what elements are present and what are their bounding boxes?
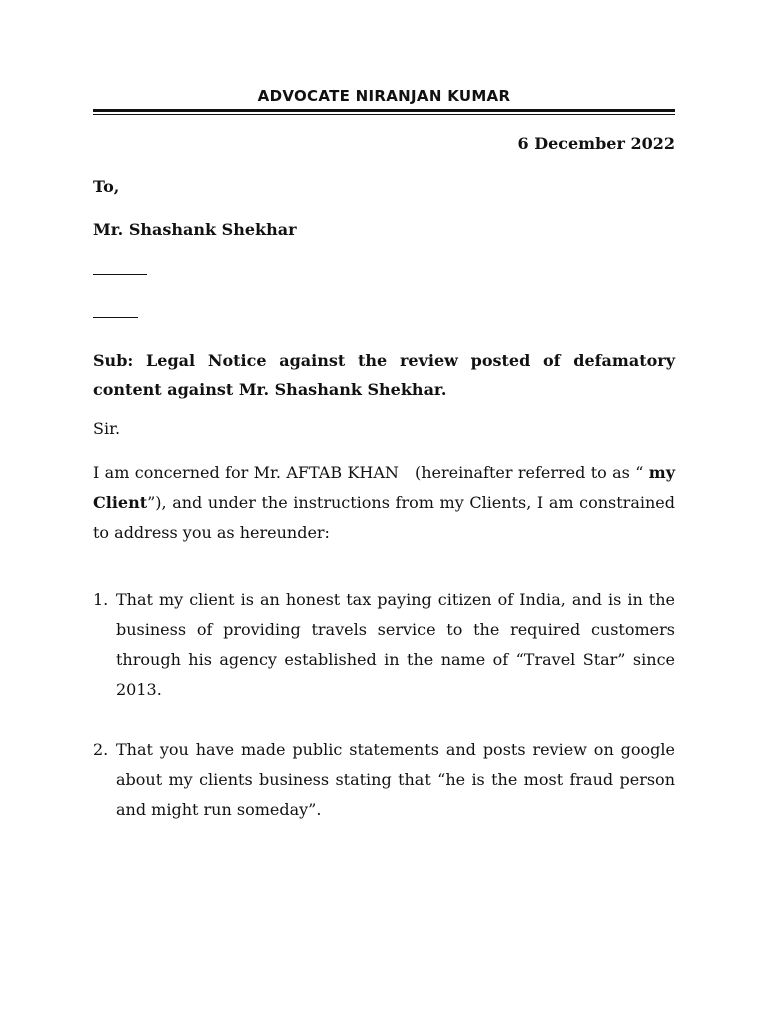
recipient-name: Mr. Shashank Shekhar [93, 220, 297, 239]
intro-text: I am concerned for Mr. AFTAB KHAN (hereinafter referred to as “ [93, 463, 649, 482]
list-item-number: 2. [93, 740, 109, 759]
list-item [93, 585, 675, 705]
letterhead-rule [93, 109, 675, 115]
intro-text: ”), and under the instructions from my Clients, I am constrained to address you as hereunder: [93, 493, 675, 542]
address-line-blank [93, 311, 138, 318]
letterhead: ADVOCATE NIRANJAN KUMAR [257, 87, 511, 105]
list-item-text: That you have made public statements and posts review on google about my clients business stating that “he is the most fraud person and might run someday”. [116, 740, 675, 819]
intro-paragraph [93, 458, 675, 548]
client-term: my Client [93, 463, 675, 512]
numbered-points [93, 585, 675, 825]
salutation: Sir. [93, 419, 121, 438]
list-item-text: That my client is an honest tax paying citizen of India, and is in the business of providing travels service to the required customers through his agency established in the name of “Travel Star” since 2013. [116, 590, 675, 699]
list-item [93, 735, 675, 825]
subject-line: Sub: Legal Notice against the review posted of defamatory content against Mr. Shashank Shekhar. [93, 351, 675, 399]
list-item-number: 1. [93, 590, 109, 609]
letter-date: 6 December 2022 [517, 134, 675, 153]
address-to: To, [93, 177, 120, 196]
letter-page [93, 84, 675, 855]
address-line-blank [93, 268, 147, 275]
